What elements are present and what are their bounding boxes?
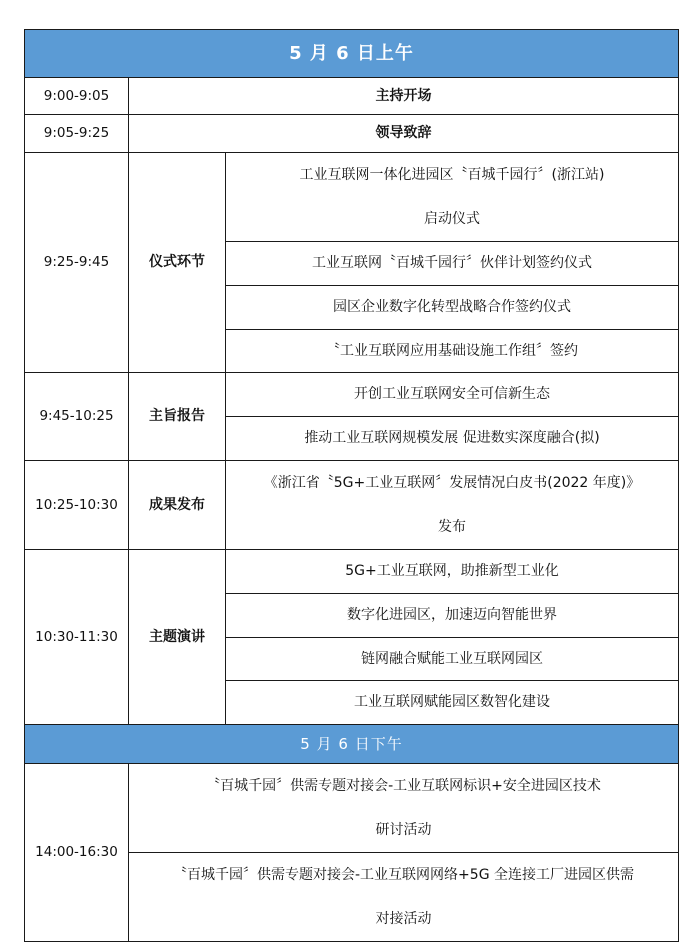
time-cell: 14:00-16:30 xyxy=(25,764,129,942)
category-cell: 成果发布 xyxy=(129,461,226,550)
agenda-item xyxy=(226,153,679,242)
time-cell: 10:30-11:30 xyxy=(25,550,129,725)
agenda-item-line: 〝百城千园〞供需专题对接会-工业互联网标识+安全进园区技术 xyxy=(206,778,601,794)
agenda-item xyxy=(226,461,679,550)
time-cell: 10:25-10:30 xyxy=(25,461,129,550)
agenda-item: 链网融合赋能工业互联网园区 xyxy=(226,638,679,681)
agenda-item: 园区企业数字化转型战略合作签约仪式 xyxy=(226,286,679,330)
morning-header: 5 月 6 日上午 xyxy=(25,30,679,78)
agenda-item: 开创工业互联网安全可信新生态 xyxy=(226,373,679,417)
time-cell: 9:05-9:25 xyxy=(25,115,129,153)
agenda-item-line: 发布 xyxy=(438,519,466,535)
agenda-item-line: 对接活动 xyxy=(375,911,432,927)
agenda-table xyxy=(24,29,679,942)
agenda-item-line: 研讨活动 xyxy=(375,822,432,838)
afternoon-header: 5 月 6 日下午 xyxy=(25,725,679,764)
category-cell: 仪式环节 xyxy=(129,153,226,373)
category-cell: 主旨报告 xyxy=(129,373,226,461)
agenda-item: 数字化进园区，加速迈向智能世界 xyxy=(226,594,679,638)
agenda-item: 推动工业互联网规模发展 促进数实深度融合(拟) xyxy=(226,417,679,461)
agenda-item: 工业互联网赋能园区数智化建设 xyxy=(226,681,679,725)
agenda-item-line: 工业互联网一体化进园区〝百城千园行〞(浙江站) xyxy=(299,167,605,183)
agenda-item-line: 〝百城千园〞供需专题对接会-工业互联网网络+5G 全连接工厂进园区供需 xyxy=(173,867,634,883)
time-cell: 9:00-9:05 xyxy=(25,78,129,115)
agenda-item: 5G+工业互联网，助推新型工业化 xyxy=(226,550,679,594)
time-cell: 9:25-9:45 xyxy=(25,153,129,373)
agenda-item-line: 启动仪式 xyxy=(424,211,480,227)
agenda-item xyxy=(129,764,679,853)
agenda-item: 领导致辞 xyxy=(129,115,679,153)
agenda-item: 主持开场 xyxy=(129,78,679,115)
agenda-item: 〝工业互联网应用基础设施工作组〞签约 xyxy=(226,330,679,373)
agenda-item xyxy=(129,853,679,942)
time-cell: 9:45-10:25 xyxy=(25,373,129,461)
category-cell: 主题演讲 xyxy=(129,550,226,725)
agenda-item: 工业互联网〝百城千园行〞伙伴计划签约仪式 xyxy=(226,242,679,286)
agenda-item-line: 《浙江省〝5G+工业互联网〞发展情况白皮书(2022 年度)》 xyxy=(263,475,641,491)
